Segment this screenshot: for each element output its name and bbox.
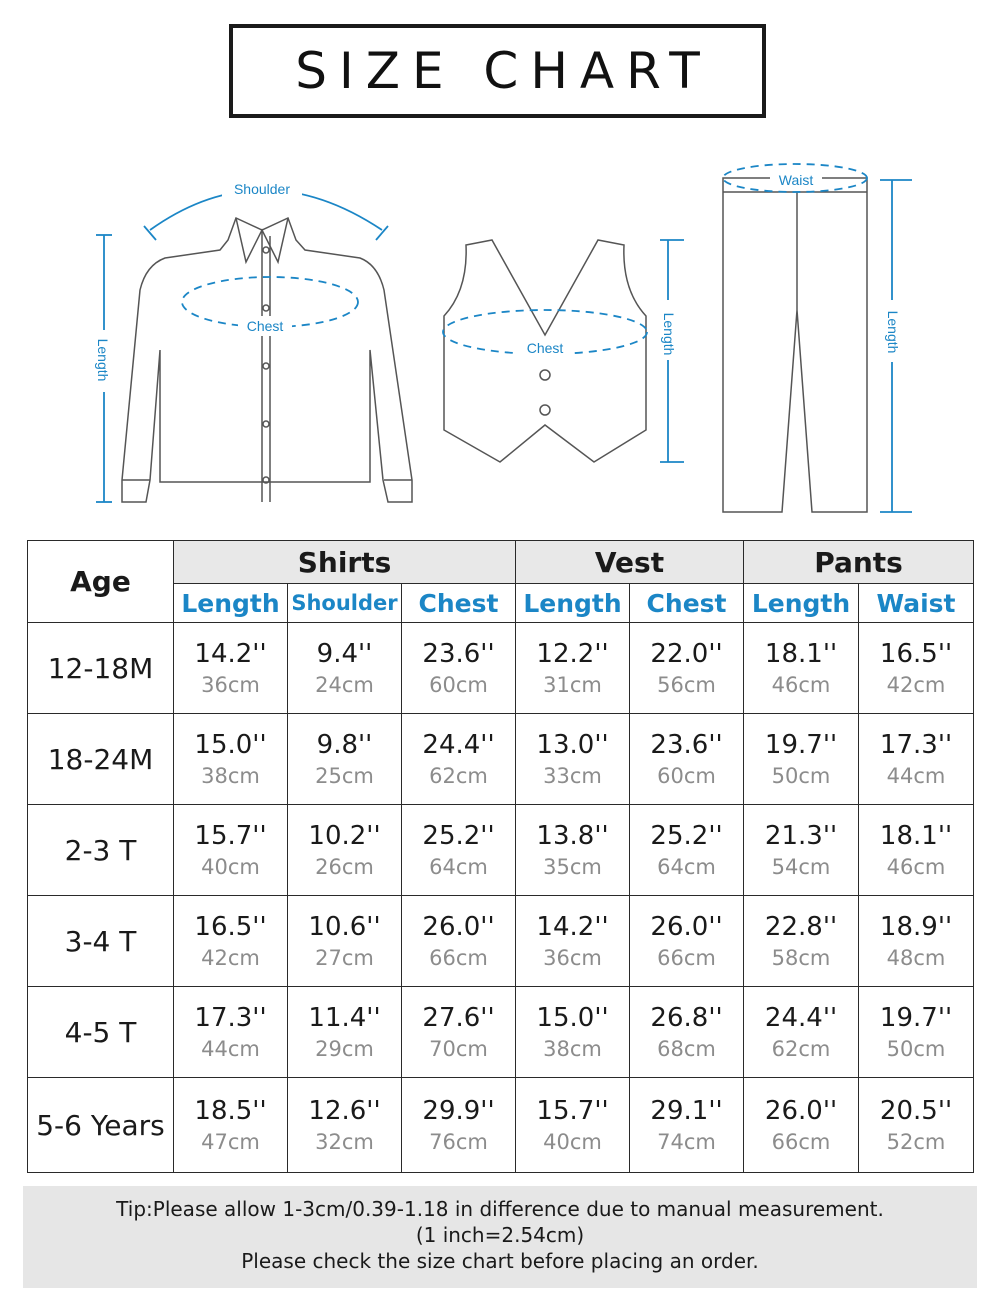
cm-value: 66cm [771,1129,831,1154]
inch-value: 26.0'' [650,911,723,942]
cm-value: 25cm [315,763,374,788]
measurement-cell [630,1078,744,1173]
measurement-cell [174,805,288,896]
cm-value: 64cm [657,854,716,879]
cm-value: 52cm [886,1129,946,1154]
cm-value: 56cm [657,672,716,697]
cm-value: 74cm [657,1129,716,1154]
measurement-cell [516,805,630,896]
inch-value: 14.2'' [194,638,267,669]
measurement-cell [859,896,974,987]
age-cell: 12-18M [28,623,174,714]
measurement-cell [859,987,974,1078]
table-row [28,805,974,896]
shirt-shoulder-label: Shoulder [233,181,291,197]
cm-value: 60cm [429,672,488,697]
pants-illustration [723,178,867,512]
measurement-cell [402,987,516,1078]
measurement-cell [174,987,288,1078]
table-row [28,714,974,805]
cm-value: 70cm [429,1036,488,1061]
inch-value: 12.6'' [308,1095,381,1126]
measurement-cell [402,1078,516,1173]
inch-value: 23.6'' [422,638,495,669]
inch-value: 18.1'' [764,638,838,669]
cm-value: 54cm [771,854,831,879]
inch-value: 26.8'' [650,1002,723,1033]
inch-value: 19.7'' [764,729,838,760]
measurement-cell [516,896,630,987]
inch-value: 26.0'' [764,1095,838,1126]
inch-value: 13.8'' [536,820,609,851]
vest-length-label: Length [661,312,677,356]
measurement-cell [630,623,744,714]
table-row [28,896,974,987]
cm-value: 38cm [543,1036,602,1061]
inch-value: 27.6'' [422,1002,495,1033]
group-header-vest: Vest [516,541,744,584]
inch-value: 18.9'' [879,911,953,942]
inch-value: 24.4'' [422,729,495,760]
inch-value: 15.0'' [194,729,267,760]
garment-diagrams [0,140,1000,530]
measurement-cell [288,1078,402,1173]
inch-value: 16.5'' [879,638,953,669]
col-header-shirt-length: Length [174,584,288,623]
col-header-pants-length: Length [744,584,859,623]
measurement-cell [859,805,974,896]
cm-value: 27cm [315,945,374,970]
shirt-chest-label: Chest [246,318,284,334]
col-header-pants-waist: Waist [859,584,974,623]
cm-value: 31cm [543,672,602,697]
measurement-cell [630,896,744,987]
table-row [28,623,974,714]
cm-value: 62cm [771,1036,831,1061]
cm-value: 26cm [315,854,374,879]
measurement-cell [288,805,402,896]
col-header-shirt-shoulder: Shoulder [288,584,402,623]
cm-value: 24cm [315,672,374,697]
age-cell: 3-4 T [28,896,174,987]
inch-value: 17.3'' [879,729,953,760]
measurement-cell [402,805,516,896]
inch-value: 26.0'' [422,911,495,942]
cm-value: 68cm [657,1036,716,1061]
measurement-cell [516,987,630,1078]
cm-value: 66cm [429,945,488,970]
cm-value: 58cm [771,945,831,970]
title-box [229,24,766,118]
cm-value: 47cm [201,1129,260,1154]
tip-line-1: Tip:Please allow 1-3cm/0.39-1.18 in difference due to manual measurement. [116,1197,884,1221]
cm-value: 50cm [886,1036,946,1061]
inch-value: 15.7'' [536,1095,609,1126]
cm-value: 40cm [543,1129,602,1154]
pants-length-label: Length [885,310,901,354]
measurement-cell [630,987,744,1078]
cm-value: 29cm [315,1036,374,1061]
measurement-cell [288,714,402,805]
measurement-cell [744,714,859,805]
tip-line-3: Please check the size chart before placing an order. [241,1249,759,1273]
measurement-cell [402,714,516,805]
measurement-cell [174,714,288,805]
inch-value: 13.0'' [536,729,609,760]
measurement-cell [744,987,859,1078]
pants-waist-label: Waist [778,172,814,188]
inch-value: 18.1'' [879,820,953,851]
cm-value: 50cm [771,763,831,788]
cm-value: 64cm [429,854,488,879]
measurement-cell [744,1078,859,1173]
group-header-shirts: Shirts [174,541,516,584]
shirt-illustration [122,218,412,502]
inch-value: 17.3'' [194,1002,267,1033]
inch-value: 12.2'' [536,638,609,669]
measurement-cell [402,623,516,714]
cm-value: 76cm [429,1129,488,1154]
measurement-cell [288,623,402,714]
cm-value: 42cm [201,945,260,970]
inch-value: 16.5'' [194,911,267,942]
inch-value: 18.5'' [194,1095,267,1126]
cm-value: 35cm [543,854,602,879]
inch-value: 19.7'' [879,1002,953,1033]
cm-value: 48cm [886,945,946,970]
measurement-cell [859,714,974,805]
cm-value: 33cm [543,763,602,788]
measurement-cell [288,987,402,1078]
measurement-cell [744,805,859,896]
measurement-cell [630,714,744,805]
inch-value: 9.4'' [316,638,373,669]
measurement-cell [744,896,859,987]
age-header: Age [28,541,174,623]
measurement-cell [402,896,516,987]
cm-value: 36cm [201,672,260,697]
inch-value: 22.8'' [764,911,838,942]
inch-value: 9.8'' [316,729,373,760]
age-cell: 5-6 Years [28,1078,174,1173]
inch-value: 14.2'' [536,911,609,942]
cm-value: 42cm [886,672,946,697]
measurement-cell [859,1078,974,1173]
inch-value: 20.5'' [879,1095,953,1126]
inch-value: 15.7'' [194,820,267,851]
cm-value: 36cm [543,945,602,970]
inch-value: 24.4'' [764,1002,838,1033]
measurement-cell [744,623,859,714]
tip-box [23,1186,977,1288]
inch-value: 11.4'' [308,1002,381,1033]
measurement-cell [630,805,744,896]
inch-value: 25.2'' [422,820,495,851]
col-header-vest-chest: Chest [630,584,744,623]
measurement-cell [288,896,402,987]
measurement-cell [516,623,630,714]
inch-value: 29.9'' [422,1095,495,1126]
inch-value: 10.2'' [308,820,381,851]
table-row [28,987,974,1078]
col-header-shirt-chest: Chest [402,584,516,623]
measurement-cell [516,714,630,805]
group-header-pants: Pants [744,541,974,584]
measurement-cell [516,1078,630,1173]
cm-value: 44cm [201,1036,260,1061]
size-table [27,540,974,1173]
cm-value: 60cm [657,763,716,788]
measurement-cell [859,623,974,714]
age-cell: 4-5 T [28,987,174,1078]
cm-value: 62cm [429,763,488,788]
cm-value: 38cm [201,763,260,788]
cm-value: 44cm [886,763,946,788]
measurement-cell [174,623,288,714]
cm-value: 46cm [886,854,946,879]
measurement-cell [174,1078,288,1173]
inch-value: 29.1'' [650,1095,723,1126]
cm-value: 66cm [657,945,716,970]
measurement-cell [174,896,288,987]
cm-value: 40cm [201,854,260,879]
shirt-length-label: Length [95,338,111,382]
age-cell: 2-3 T [28,805,174,896]
size-table-body [28,623,974,1173]
cm-value: 46cm [771,672,831,697]
inch-value: 21.3'' [764,820,838,851]
inch-value: 23.6'' [650,729,723,760]
inch-value: 15.0'' [536,1002,609,1033]
page-title: SIZE CHART [295,42,712,100]
col-header-vest-length: Length [516,584,630,623]
cm-value: 32cm [315,1129,374,1154]
vest-chest-label: Chest [526,340,564,356]
inch-value: 10.6'' [308,911,381,942]
tip-line-2: (1 inch=2.54cm) [415,1223,585,1247]
table-row [28,1078,974,1173]
age-cell: 18-24M [28,714,174,805]
inch-value: 22.0'' [650,638,723,669]
inch-value: 25.2'' [650,820,723,851]
